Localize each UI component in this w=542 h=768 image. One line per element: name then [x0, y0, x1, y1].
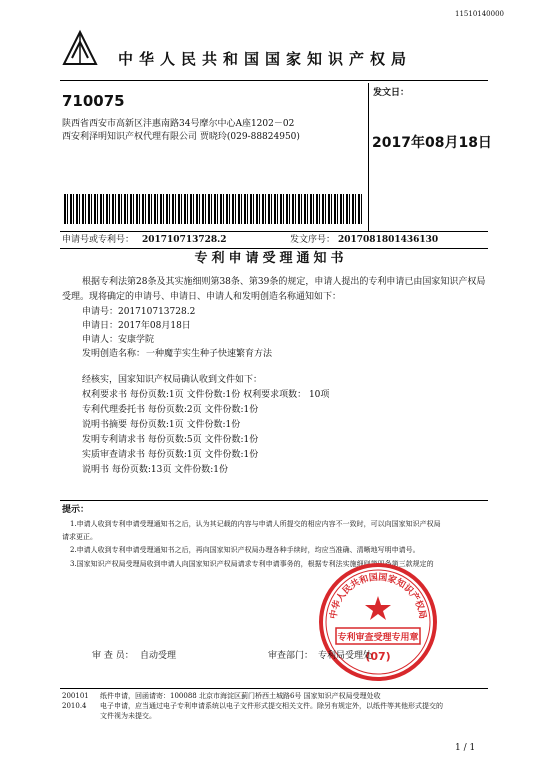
- note-item: 3.国家知识产权局受理局收到申请人向国家知识产权局请求专利申请事务的，根据专利法实施细则第四条第三款规定的: [70, 560, 434, 568]
- app-no: 201710713728.2: [142, 235, 227, 245]
- ref-top-rule: [60, 231, 488, 232]
- examiner-label: 审 查 员：: [92, 651, 134, 661]
- form-code-1: 200101: [62, 692, 89, 700]
- serial-label: 发文序号：: [290, 235, 336, 245]
- applicant-line: 申请人：安康学院: [82, 335, 155, 345]
- footer-line-2: 电子申请，应当通过电子专利申请系统以电子文件形式提交相关文件。除另有规定外，以纸件等其他形式提交的: [100, 702, 443, 710]
- official-seal: [318, 562, 438, 682]
- document-item: 发明专利请求书 每份页数:5页 文件份数:1份: [82, 435, 259, 445]
- address-line-2: 西安利泽明知识产权代理有限公司 贾晓玲(029-88824950): [62, 132, 300, 142]
- examiner-value: 自动受理: [140, 651, 177, 661]
- cnipa-logo-icon: [60, 28, 100, 68]
- page-title: 专利申请受理通知书: [194, 251, 348, 266]
- note-item: 1.申请人收到专利申请受理通知书之后，认为其记载的内容与申请人所提交的相应内容不一致时，可以向国家知识产权局: [70, 520, 441, 528]
- note-item: 请求更正。: [62, 533, 97, 541]
- form-code-2: 2010.4: [62, 702, 87, 710]
- top-code: 11510140000: [455, 10, 504, 18]
- invention-name: 一种魔芋实生种子快速繁育方法: [146, 349, 273, 359]
- footer-line-1: 纸件申请，回函请寄：100088 北京市海淀区蓟门桥西土城路6号 国家知识产权局受理处收: [100, 692, 381, 700]
- dept-label: 审查部门：: [268, 651, 314, 661]
- address-line-1: 陕西省西安市高新区沣惠南路34号摩尔中心A座1202－02: [62, 119, 295, 129]
- document-item: 说明书摘要 每份页数:1页 文件份数:1份: [82, 420, 241, 430]
- footer-line-3: 文件视为未提交。: [100, 712, 156, 720]
- page-number: 1 / 1: [455, 743, 476, 753]
- note-item: 2.申请人收到专利申请受理通知书之后，再向国家知识产权局办理各种手续时，均应当准确、清晰地写明申请号。: [70, 546, 420, 554]
- seal-band-text: 专利审查受理专用章: [337, 633, 419, 643]
- doc-number: 710075: [62, 92, 125, 110]
- document-item: 实质审查请求书 每份页数:1页 文件份数:1份: [82, 450, 259, 460]
- app-no-label: 申请号或专利号：: [62, 235, 135, 245]
- invention-label: 发明创造名称：: [82, 349, 146, 359]
- seal-code: (07): [365, 650, 391, 663]
- barcode: [64, 194, 362, 224]
- app-date-line: 申请日：2017年08月18日: [82, 321, 191, 331]
- notes-heading: 提示：: [62, 505, 90, 515]
- office-name: 中华人民共和国国家知识产权局: [118, 50, 413, 68]
- document-item: 说明书 每份页数:13页 文件份数:1份: [82, 465, 228, 475]
- date-value: 2017年08月18日: [372, 135, 492, 151]
- date-box: [368, 83, 487, 231]
- app-no-line: 申请号：201710713728.2: [82, 307, 196, 317]
- dept-value: 专利局受理处: [318, 651, 373, 661]
- documents-heading: 经核实，国家知识产权局确认收到文件如下：: [82, 375, 263, 385]
- serial: 2017081801436130: [338, 235, 439, 245]
- intro-line-1: 根据专利法第28条及其实施细则第38条、第39条的规定，申请人提出的专利申请已由国家知识产权局: [82, 277, 486, 287]
- header-rule: [60, 80, 488, 81]
- footer-rule: [60, 688, 488, 689]
- date-label: 发文日：: [373, 88, 410, 98]
- seal-top-text: 中华人民共和国国家知识产权局: [328, 572, 428, 620]
- notes-rule: [60, 500, 488, 501]
- document-item: 专利代理委托书 每份页数:2页 文件份数:1份: [82, 405, 259, 415]
- seal-star-icon: [365, 596, 391, 620]
- document-item: 权利要求书 每份页数:1页 文件份数:1份 权利要求项数： 10项: [82, 390, 330, 400]
- intro-line-2: 受理。现将确定的申请号、申请日、申请人和发明创造名称通知如下：: [62, 292, 342, 302]
